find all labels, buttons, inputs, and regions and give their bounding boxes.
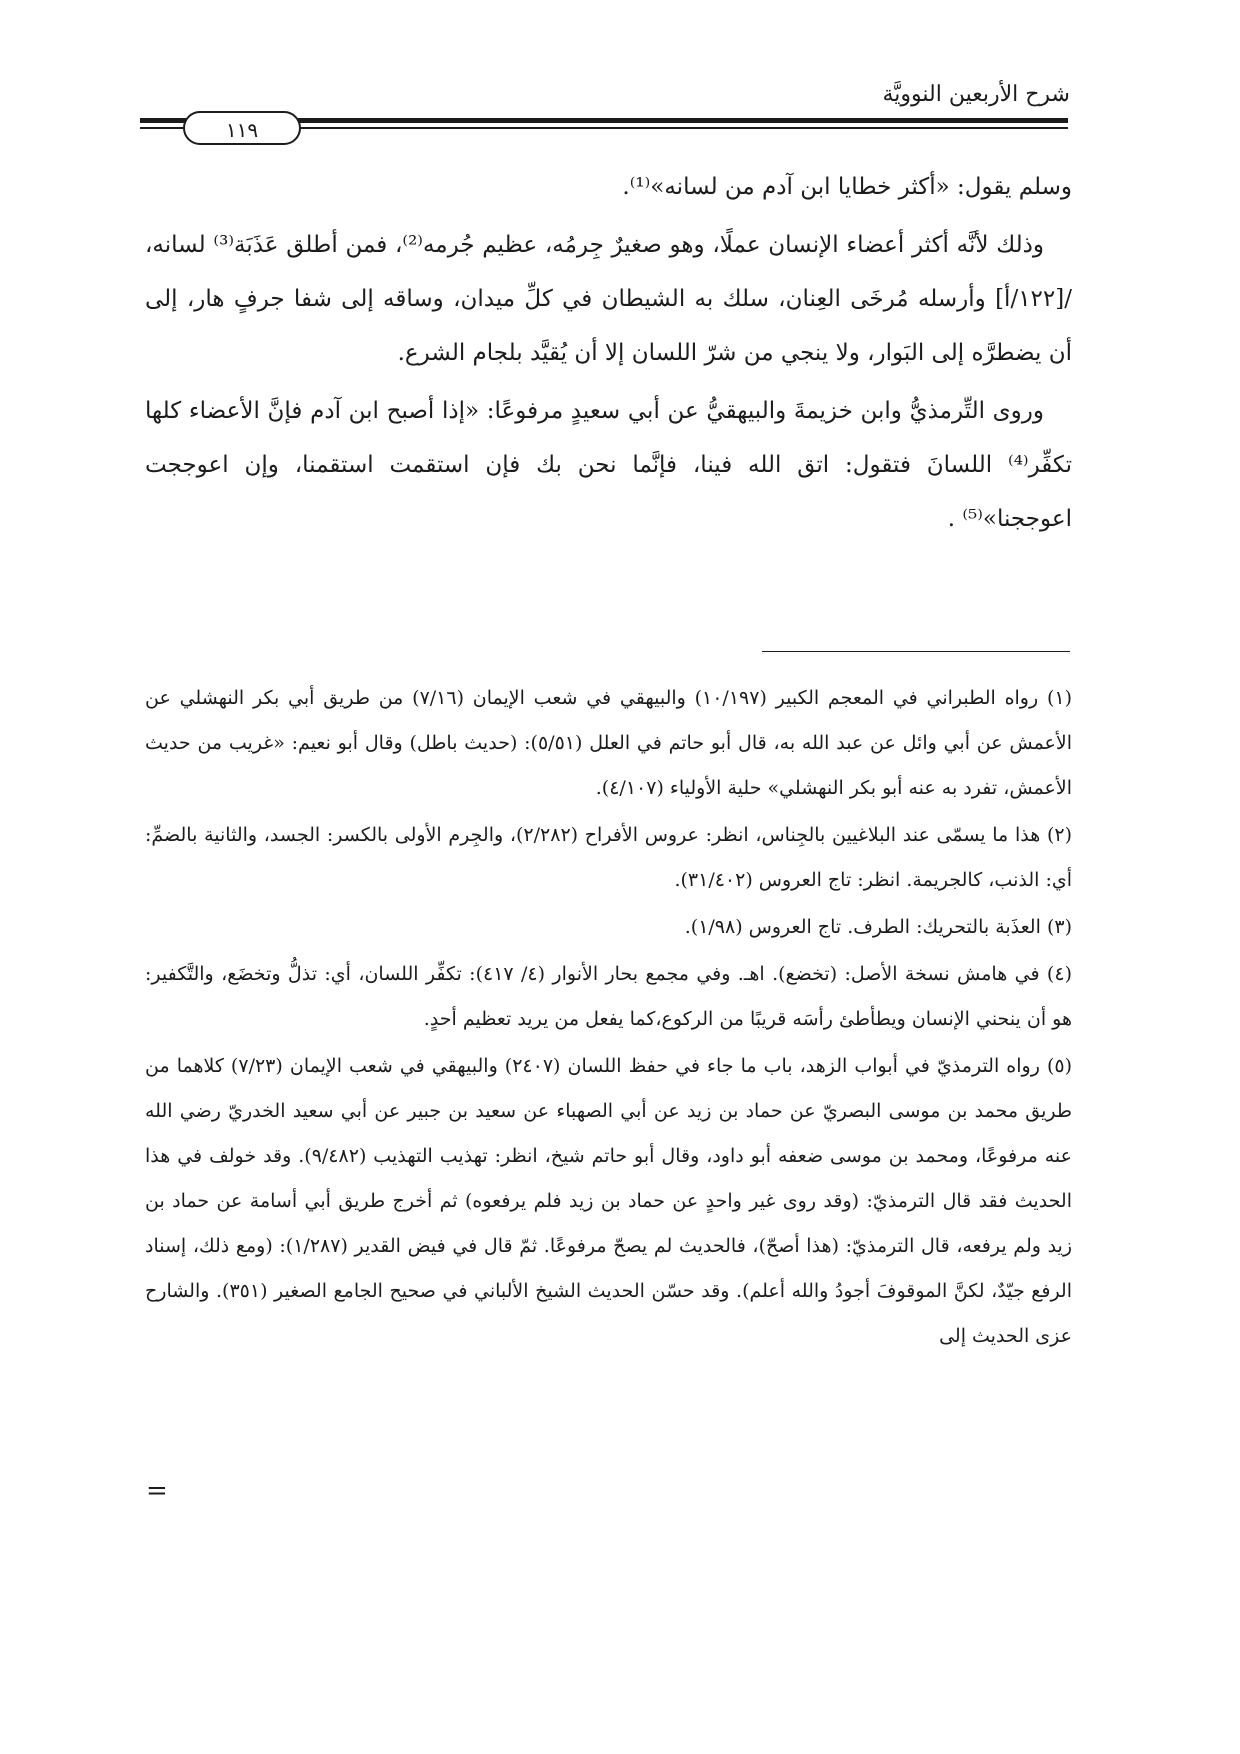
footnote-text: رواه الطبراني في المعجم الكبير (١٠/١٩٧) والبيهقي في شعب الإيمان (٧/١٦) من طريق أبي بكر النهشلي عن الأعمش عن أبي وائل عن عبد الله به، قال أبو حاتم في العلل (٥/٥١): (حديث باطل) وقال أبو نعيم: «غريب من حديث الأعمش، تفرد به عنه أبو بكر النهشلي» حلية الأولياء (٤/١٠٧). bbox=[145, 687, 1073, 799]
paragraph-1: وسلم يقول: «أكثر خطايا ابن آدم من لسانه»⁽¹⁾. bbox=[622, 174, 1072, 200]
footnote-text: في هامش نسخة الأصل: (تخضع). اهـ. وفي مجمع بحار الأنوار (٤/ ٤١٧): تكفِّر اللسان، أي: تذلُّ وتخضَع، والتَّكفير: هو أن ينحني الإنسان ويطأطئ رأسَه قريبًا من الركوع،كما يفعل من يريد تعظيم أحدٍ. bbox=[145, 963, 1072, 1030]
footnote-text: رواه الترمذيّ في أبواب الزهد، باب ما جاء في حفظ اللسان (٢٤٠٧) والبيهقي في شعب الإيمان (٧/٢٣) كلاهما من طريق محمد بن موسى البصريّ عن حماد بن زيد عن أبي الصهباء عن سعيد بن جبير عن أبي سعيد الخدريّ رضي الله عنه مرفوعًا، ومحمد بن موسى ضعفه أبو داود، وقال أبو حاتم شيخ، انظر: تهذيب التهذيب (٩/٤٨٢). وقد خولف في هذا الحديث فقد قال الترمذيّ: (وقد روى غير واحدٍ عن حماد بن زيد فلم يرفعوه) ثم أخرج طريق أبي أسامة عن حماد بن زيد ولم يرفعه، قال الترمذيّ: (هذا أصحّ)، فالحديث لم يصحّ مرفوعًا. ثمّ قال في فيض القدير (١/٢٨٧): (ومع ذلك، إسناد الرفع جيّدٌ، لكنَّ الموقوفَ أجودُ والله أعلم). وقد حسّن الحديث الشيخ الألباني في صحيح الجامع الصغير (٣٥١). والشارح عزى الحديث إلى bbox=[145, 1055, 1072, 1347]
footnote-number: (٣) bbox=[1046, 916, 1072, 938]
footnote-text: هذا ما يسمّى عند البلاغيين بالجِناس، انظر: عروس الأفراح (٢/٢٨٢)، والجِرم الأولى بالكسر: الجسد، والثانية بالضمِّ: أي: الذنب، كالجريمة. انظر: تاج العروس (٣١/٤٠٢). bbox=[145, 824, 1072, 891]
page-number: ١١٩ bbox=[183, 111, 301, 145]
footnote-number: (٥) bbox=[1046, 1055, 1073, 1077]
footnote-number: (١) bbox=[1046, 687, 1073, 709]
footnote-5 bbox=[145, 1044, 1072, 1359]
footnotes bbox=[145, 676, 1072, 1359]
footnote-number: (٢) bbox=[1046, 824, 1073, 846]
footnote-1 bbox=[145, 676, 1072, 811]
footnote-4 bbox=[145, 952, 1072, 1042]
continuation-mark: = bbox=[146, 1476, 168, 1506]
main-text bbox=[145, 160, 1072, 546]
footnote-number: (٤) bbox=[1046, 963, 1072, 985]
footnote-text: العذَبة بالتحريك: الطرف. تاج العروس (١/٩٨). bbox=[684, 916, 1041, 938]
footnote-divider bbox=[762, 651, 1070, 652]
running-title: شرح الأربعين النوويَّة bbox=[882, 82, 1070, 107]
paragraph-3: وروى التِّرمذيُّ وابن خزيمةَ والبيهقيُّ عن أبي سعيدٍ مرفوعًا: «إذا أصبح ابن آدم فإنَّ الأعضاء كلها تكفِّر⁽⁴⁾ اللسانَ فتقول: اتق الله فينا، فإنَّما نحن بك فإن استقمت استقمنا، وإن اعوججت اعوججنا»⁽⁵⁾ . bbox=[145, 398, 1072, 532]
footnote-2 bbox=[145, 813, 1072, 903]
paragraph-2: وذلك لأنَّه أكثر أعضاء الإنسان عملًا، وهو صغيرٌ جِرمُه، عظيم جُرمه⁽²⁾، فمن أطلق عَذَبَة⁽³⁾ لسانه، /[١٢٢/أ] وأرسله مُرخَى العِنان، سلك به الشيطان في كلِّ ميدان، وساقه إلى شفا جرفٍ هار، إلى أن يضطرَّه إلى البَوار، ولا ينجي من شرّ اللسان إلا أن يُقيَّد بلجام الشرع. bbox=[145, 232, 1072, 366]
footnote-3 bbox=[145, 905, 1072, 950]
